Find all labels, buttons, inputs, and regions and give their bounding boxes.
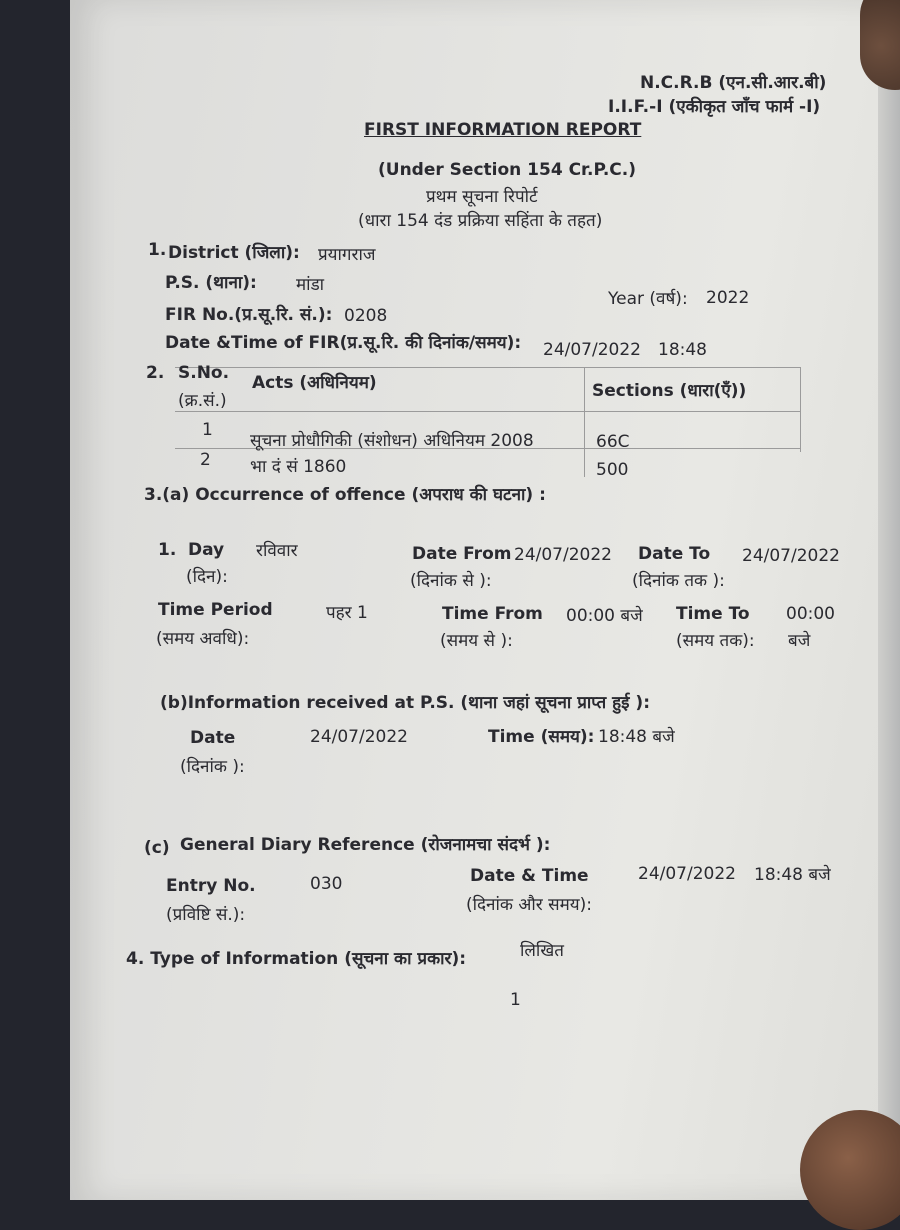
time-to-value: 00:00 — [786, 604, 835, 624]
page-number: 1 — [510, 990, 521, 1010]
gd-date-value: 24/07/2022 — [638, 864, 736, 884]
time-to-suffix: बजे — [788, 631, 811, 651]
info-time-value: 18:48 बजे — [598, 727, 675, 747]
date-to-value: 24/07/2022 — [742, 546, 840, 566]
day-item-number: 1. — [158, 540, 177, 560]
row2-section: 500 — [596, 460, 629, 480]
table-top-border — [175, 367, 800, 368]
fir-date-value: 24/07/2022 — [543, 340, 641, 360]
table-right-border — [800, 367, 801, 452]
time-period-hindi: (समय अवधि): — [156, 629, 250, 649]
gd-datetime-hindi: (दिनांक और समय): — [466, 895, 592, 915]
under-section: (Under Section 154 Cr.P.C.) — [378, 160, 636, 180]
entry-no-label: Entry No. — [166, 876, 256, 896]
paper-edge — [878, 0, 900, 1200]
info-date-label: Date — [190, 728, 236, 748]
sec3a-heading: 3.(a) Occurrence of offence (अपराध की घटना) : — [144, 485, 546, 505]
time-from-hindi: (समय से ): — [440, 631, 513, 651]
row2-act: भा दं सं 1860 — [250, 457, 347, 477]
row1-act: सूचना प्रोधौगिकी (संशोधन) अधिनियम 2008 — [250, 431, 534, 451]
sec3c-heading: General Diary Reference (रोजनामचा संदर्भ ): — [180, 835, 551, 855]
fir-label: FIR No.(प्र.सू.रि. सं.): — [165, 305, 333, 325]
time-period-value: पहर 1 — [326, 603, 368, 623]
entry-no-value: 030 — [310, 874, 343, 894]
day-label: Day — [188, 540, 225, 560]
iif-label: I.I.F.-I (एकीकृत जाँच फार्म -I) — [608, 97, 821, 117]
row1-sno: 1 — [202, 420, 213, 440]
row1-section: 66C — [596, 432, 630, 452]
fir-value: 0208 — [344, 306, 388, 326]
acts-header: Acts (अधिनियम) — [252, 373, 377, 393]
date-to-label: Date To — [638, 544, 711, 564]
time-to-hindi: (समय तक): — [676, 631, 755, 651]
report-title: FIRST INFORMATION REPORT — [364, 120, 642, 140]
title-hindi: प्रथम सूचना रिपोर्ट — [426, 187, 538, 207]
date-from-value: 24/07/2022 — [514, 545, 612, 565]
row2-sno: 2 — [200, 450, 211, 470]
sections-header: Sections (धारा(एँ)) — [592, 381, 747, 401]
fir-datetime-label: Date &Time of FIR(प्र.सू.रि. की दिनांक/समय): — [165, 333, 522, 353]
date-from-hindi: (दिनांक से ): — [410, 571, 492, 591]
time-from-label: Time From — [442, 604, 543, 624]
ncrb-label: N.C.R.B (एन.सी.आर.बी) — [640, 73, 827, 93]
section-hindi: (धारा 154 दंड प्रक्रिया सहिंता के तहत) — [358, 211, 603, 231]
sec1-number: 1. — [148, 240, 167, 260]
gd-datetime-label: Date & Time — [470, 866, 589, 886]
ps-label: P.S. (थाना): — [165, 273, 257, 293]
day-label-hindi: (दिन): — [186, 567, 228, 587]
year-label: Year (वर्ष): — [608, 289, 688, 309]
sno-header: S.No. — [178, 363, 230, 383]
table-column-divider — [584, 367, 585, 477]
table-header-border — [175, 411, 800, 412]
info-time-label: Time (समय): — [488, 727, 595, 747]
sec2-number: 2. — [146, 363, 165, 383]
district-value: प्रयागराज — [318, 245, 376, 265]
gd-time-value: 18:48 बजे — [754, 865, 831, 885]
date-from-label: Date From — [412, 544, 512, 564]
time-from-value: 00:00 बजे — [566, 606, 643, 626]
year-value: 2022 — [706, 288, 750, 308]
district-label: District (जिला): — [168, 243, 300, 263]
info-type-label: 4. Type of Information (सूचना का प्रकार): — [126, 949, 467, 969]
sec3c-prefix: (c) — [144, 838, 170, 858]
ps-value: मांडा — [296, 275, 325, 295]
info-date-value: 24/07/2022 — [310, 727, 408, 747]
info-type-value: लिखित — [520, 941, 564, 961]
info-date-hindi: (दिनांक ): — [180, 757, 245, 777]
time-period-label: Time Period — [158, 600, 273, 620]
sec3b-heading: (b)Information received at P.S. (थाना जहां सूचना प्राप्त हुई ): — [160, 693, 650, 713]
entry-no-hindi: (प्रविष्टि सं.): — [166, 905, 246, 925]
sno-header-hindi: (क्र.सं.) — [178, 391, 227, 411]
date-to-hindi: (दिनांक तक ): — [632, 571, 725, 591]
day-value: रविवार — [256, 541, 298, 561]
fir-time-value: 18:48 — [658, 340, 707, 360]
time-to-label: Time To — [676, 604, 750, 624]
